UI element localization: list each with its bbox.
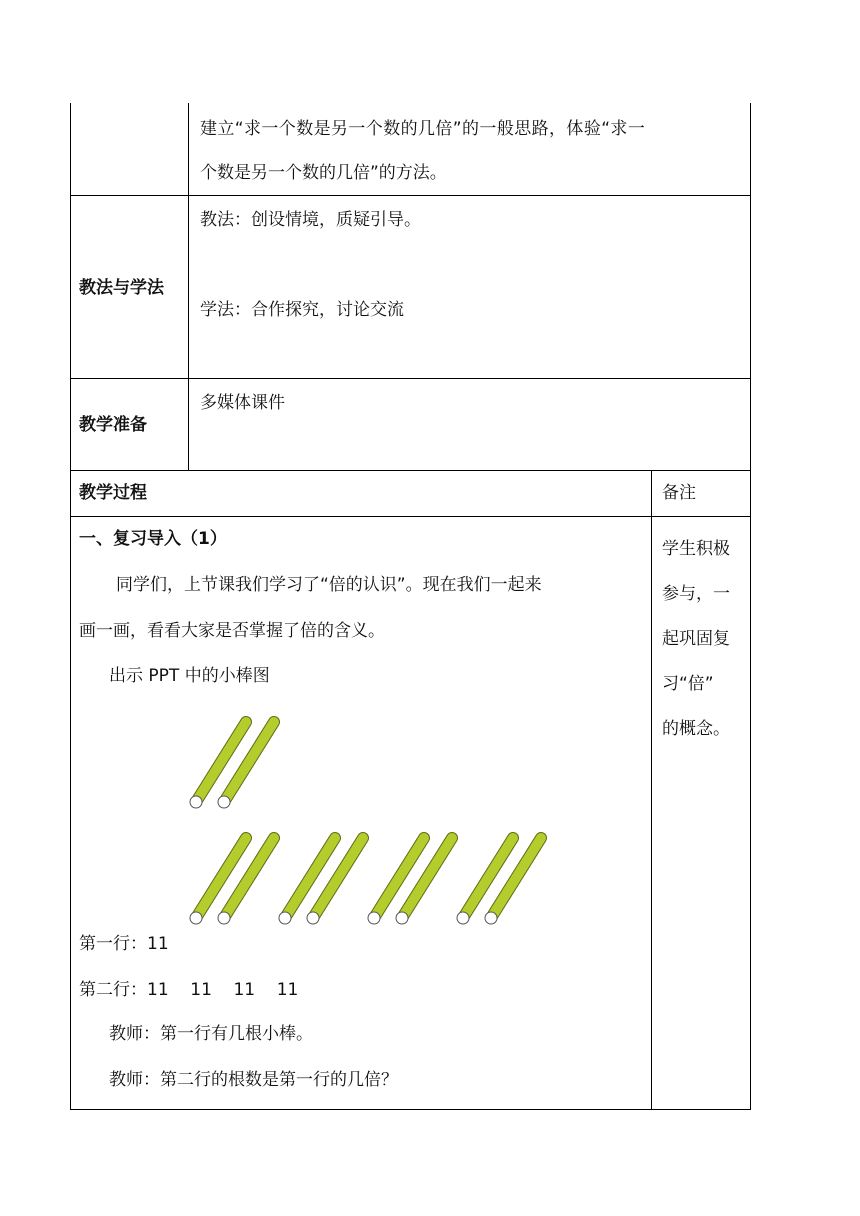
label-column-divider: [188, 103, 189, 470]
stick-tip: [457, 912, 469, 924]
table-left-border: [70, 103, 71, 1110]
stick: [218, 838, 274, 924]
note-line-5: 的概念。: [662, 719, 730, 739]
row2-label: 第二行：11 11 11 11: [79, 980, 299, 1000]
notes-column-divider: [651, 470, 652, 1110]
process-header: 教学过程: [79, 483, 147, 503]
learning-method: 学法：合作探究，讨论交流: [200, 300, 404, 320]
stick-tip: [279, 912, 291, 924]
stick: [485, 838, 541, 924]
notes-header: 备注: [662, 483, 696, 503]
row-divider-1: [70, 195, 751, 196]
section-title: 一、复习导入（1）: [79, 529, 227, 549]
stick: [218, 722, 274, 808]
teacher-question-1: 教师：第一行有几根小棒。: [109, 1024, 313, 1044]
table-bottom-border: [70, 1109, 751, 1110]
note-line-2: 参与，一: [662, 584, 730, 604]
note-line-1: 学生积极: [662, 539, 730, 559]
stick: [190, 722, 246, 808]
stick: [190, 838, 246, 924]
teaching-method: 教法：创设情境，质疑引导。: [200, 210, 421, 230]
stick-tip: [190, 796, 202, 808]
row-divider-3: [70, 470, 751, 471]
note-line-4: 习“倍”: [662, 674, 714, 694]
teacher-question-2: 教师：第二行的根数是第一行的几倍？: [109, 1070, 398, 1090]
row-divider-4: [70, 516, 751, 517]
objective-line-2: 个数是另一个数的几倍”的方法。: [200, 163, 447, 183]
stick-tip: [396, 912, 408, 924]
stick-tip: [190, 912, 202, 924]
row-divider-2: [70, 378, 751, 379]
stick: [396, 838, 452, 924]
preparation-label: 教学准备: [79, 415, 147, 435]
methods-label: 教法与学法: [79, 278, 164, 298]
stick-tip: [307, 912, 319, 924]
show-ppt-text: 出示 PPT 中的小棒图: [109, 666, 270, 686]
stick-tip: [218, 796, 230, 808]
stick-tip: [368, 912, 380, 924]
table-right-border: [750, 103, 751, 1110]
row1-label: 第一行：11: [79, 934, 169, 954]
stick: [279, 838, 335, 924]
stick-row-2: [190, 838, 541, 924]
stick: [457, 838, 513, 924]
note-line-3: 起巩固复: [662, 629, 730, 649]
intro-line-1: 同学们，上节课我们学习了“倍的认识”。现在我们一起来: [116, 575, 542, 595]
stick-tip: [218, 912, 230, 924]
stick: [368, 838, 424, 924]
stick-diagram: [180, 715, 550, 930]
stick-row-1: [190, 722, 274, 808]
stick: [307, 838, 363, 924]
preparation-content: 多媒体课件: [200, 393, 285, 413]
stick-tip: [485, 912, 497, 924]
intro-line-2: 画一画，看看大家是否掌握了倍的含义。: [79, 621, 385, 641]
objective-line-1: 建立“求一个数是另一个数的几倍”的一般思路，体验“求一: [200, 119, 646, 139]
